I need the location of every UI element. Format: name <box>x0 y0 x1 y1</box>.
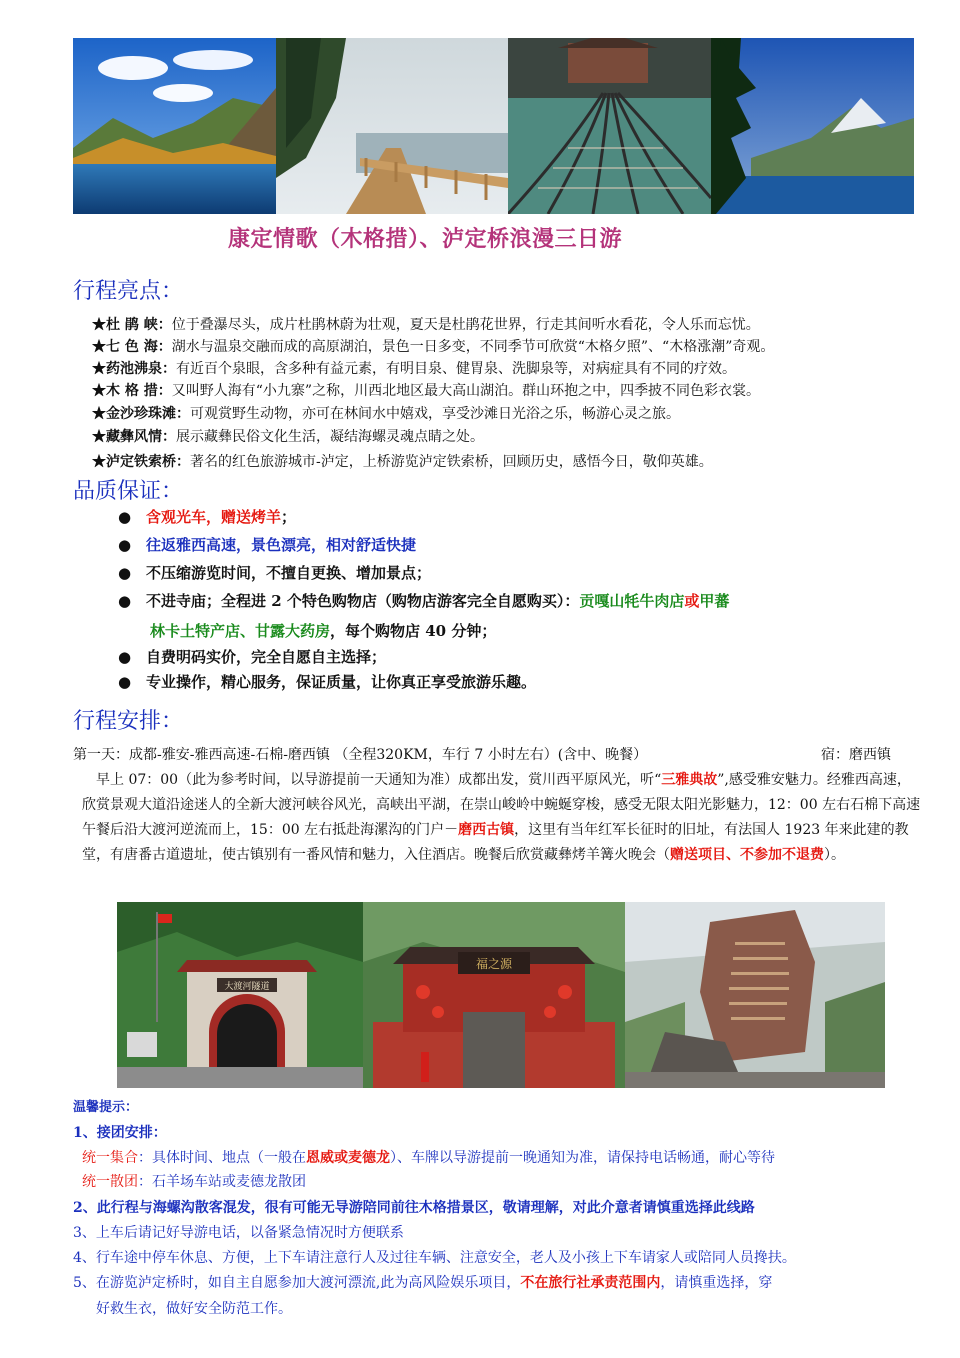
tip-text: 4、行车途中停车休息、方便，上下车请注意行人及过往车辆、注意安全，老人及小孩上下车请家人或陪同人员搀扶。 <box>73 1250 796 1266</box>
section-heading-quality: 品质保证： <box>73 479 184 504</box>
day1-highlight: 三雅典故 <box>661 772 718 788</box>
bullet-icon: ● <box>118 648 132 666</box>
shop-name: 甲蕃 <box>699 592 730 610</box>
tip-text: ）、车牌以导游提前一晚通知为准，请保持电话畅通，耐心等待 <box>390 1150 775 1166</box>
tip-label: 统一集合 <box>82 1150 138 1166</box>
highlight-name: ★泸定铁索桥： <box>92 454 190 470</box>
highlight-name: ★杜 鹃 峡： <box>92 317 172 333</box>
day1-header <box>73 744 891 764</box>
tip-text: 3、上车后请记好导游电话，以备紧急情况时方便联系 <box>73 1225 404 1241</box>
day1-text: ”,感受雅安魅力。经雅西高速，欣赏景观大道沿途迷人的全新大渡河峡谷风光，高峡出平湖，在崇山峻岭中蜿蜒穿梭，感受无限太阳光影魅力，12：00 左右石棉下高速午餐后沿大渡河逆流而上，15：00 左右抵赴海漯沟的门户－ <box>82 772 921 838</box>
highlight-item <box>92 358 736 380</box>
tip-text: 5、在游览泸定桥时，如自主自愿参加大渡河漂流,此为高风险娱乐项目， <box>73 1275 521 1291</box>
quality-item-continued <box>150 617 496 645</box>
gate-sign: 福之源 <box>475 957 513 971</box>
highlight-text: 可观赏野生动物，亦可在林间水中嬉戏，享受沙滩日光浴之乐，畅游心灵之旅。 <box>190 406 680 422</box>
bullet-icon: ● <box>118 536 132 554</box>
highlight-item <box>92 426 484 448</box>
photo-mountain-lake <box>73 38 276 214</box>
quality-text: 不进寺庙；全程进 2 个特色购物店（购物店游客完全自愿购买）： <box>146 592 580 610</box>
photo-monument-stone <box>625 902 885 1088</box>
tip-text: ：石羊场车站或麦德龙散团 <box>138 1174 306 1190</box>
highlight-name: ★藏彝风情： <box>92 429 176 445</box>
day1-highlight: 磨西古镇 <box>458 822 515 838</box>
tip-highlight: 恩威或麦德龙 <box>306 1150 390 1166</box>
boardwalk-image <box>276 38 508 214</box>
quality-item <box>118 668 536 696</box>
tip-subitem <box>82 1170 306 1194</box>
quality-text: 或 <box>684 592 700 610</box>
tunnel-image <box>117 902 363 1088</box>
quality-text: 往返雅西高速，景色漂亮，相对舒适快捷 <box>146 536 417 554</box>
highlight-item <box>92 314 760 336</box>
tip-item <box>73 1121 167 1145</box>
bullet-icon: ● <box>118 564 132 582</box>
tip-text: 好救生衣，做好安全防范工作。 <box>96 1301 292 1317</box>
tip-text: 2、此行程与海螺沟散客混发，很有可能无导游陪同前往木格措景区，敬请理解，对此介意者请慎重选择此线路 <box>73 1200 755 1216</box>
day1-highlight: 赠送项目、不参加不退费 <box>670 847 824 863</box>
quality-text: 含观光车，赠送烤羊 <box>146 508 282 526</box>
quality-item <box>118 643 386 671</box>
bullet-icon: ● <box>118 592 132 610</box>
quality-item <box>118 587 729 615</box>
bullet-icon: ● <box>118 508 132 526</box>
quality-item <box>118 559 431 587</box>
tip-text: 1、接团安排： <box>73 1125 167 1141</box>
highlight-name: ★药池沸泉： <box>92 361 176 377</box>
hero-photo-strip <box>73 38 914 214</box>
tip-item <box>73 1196 755 1220</box>
mountain-lake-image <box>73 38 276 214</box>
highlight-item <box>92 403 680 425</box>
photo-alpine-lake <box>711 38 914 214</box>
highlight-text: 著名的红色旅游城市-泸定，上桥游览泸定铁索桥，回顾历史，感悟今日，敬仰英雄。 <box>190 454 713 470</box>
highlight-item <box>92 451 713 473</box>
monument-image <box>625 902 885 1088</box>
quality-text: ； <box>281 508 297 526</box>
day1-stay: 宿：磨西镇 <box>821 747 891 763</box>
highlight-text: 有近百个泉眼，含多种有益元素，有明目泉、健胃泉、洗脚泉等，对病症具有不同的疗效。 <box>176 361 736 377</box>
highlight-name: ★七 色 海： <box>92 339 172 355</box>
tip-label: 统一散团 <box>82 1174 138 1190</box>
photo-chain-bridge <box>508 38 711 214</box>
quality-item <box>118 531 416 559</box>
tip-item-continued <box>96 1297 292 1321</box>
tips-heading: 温馨提示： <box>73 1100 139 1115</box>
day1-text: 早上 07：00（此为参考时间，以导游提前一天通知为准）成都出发，赏川西平原风光，听“ <box>96 772 662 788</box>
quality-text: 不压缩游览时间，不擅自更换、增加景点； <box>146 564 432 582</box>
alpine-lake-image <box>711 38 914 214</box>
highlight-item <box>92 380 760 402</box>
tunnel-sign: 大渡河隧道 <box>224 982 270 992</box>
quality-text: 专业操作，精心服务，保证质量，让你真正享受旅游乐趣。 <box>146 673 537 691</box>
tip-subitem <box>82 1146 775 1170</box>
highlight-text: 又叫野人海有“小九寨”之称，川西北地区最大高山湖泊。群山环抱之中，四季披不同色彩衣裳。 <box>171 383 761 399</box>
tip-text: ： <box>138 1150 152 1166</box>
photo-tunnel <box>117 902 363 1088</box>
quality-text: ，每个购物店 40 分钟； <box>330 622 497 640</box>
chain-bridge-image <box>508 38 711 214</box>
tip-highlight: 不在旅行社承责范围内 <box>520 1275 661 1291</box>
section-heading-highlights: 行程亮点： <box>73 279 184 304</box>
tip-item <box>73 1271 772 1295</box>
highlight-text: 位于叠瀑尽头，成片杜鹃林蔚为壮观，夏天是杜鹃花世界，行走其间听水看花，令人乐而忘忧。 <box>171 317 760 333</box>
tip-text: ，请慎重选择，穿 <box>660 1275 773 1291</box>
photo-gallery <box>117 902 885 1088</box>
section-heading-itinerary: 行程安排： <box>73 709 184 734</box>
tip-item <box>73 1246 796 1270</box>
day1-text: ）。 <box>824 847 845 863</box>
tip-text: 具体时间、地点（一般在 <box>152 1150 306 1166</box>
day1-text: ，这里有当年红军长征时的旧址，有法国人 1923 年来此建的教堂，有唐番古道遗址，使古镇别有一番风情和魅力，入住酒店。晚餐后欣赏藏彝烤羊篝火晚会（ <box>82 822 909 863</box>
quality-item <box>118 503 296 531</box>
town-gate-image <box>363 902 625 1088</box>
day1-route: 第一天：成都-雅安-雅西高速-石棉-磨西镇 （全程320KM，车行 7 小时左右）(含中、晚餐） <box>73 747 648 763</box>
highlight-text: 湖水与温泉交融而成的高原湖泊，景色一日多变，不同季节可欣赏“木格夕照”、“木格涨潮”奇观。 <box>171 339 775 355</box>
highlight-name: ★木 格 措： <box>92 383 172 399</box>
highlight-name: ★金沙珍珠滩： <box>92 406 190 422</box>
tip-item <box>73 1221 404 1245</box>
page-title: 康定情歌（木格措）、泸定桥浪漫三日游 <box>228 226 623 252</box>
shop-name: 贡嘎山牦牛肉店 <box>579 592 685 610</box>
highlight-text: 展示藏彝民俗文化生活，凝结海螺灵魂点睛之处。 <box>176 429 484 445</box>
photo-boardwalk <box>276 38 508 214</box>
bullet-icon: ● <box>118 673 132 691</box>
photo-town-gate <box>363 902 625 1088</box>
quality-text: 自费明码实价，完全自愿自主选择； <box>146 648 387 666</box>
highlight-item <box>92 336 774 358</box>
day1-description <box>82 768 924 868</box>
shop-name: 林卡土特产店、甘露大药房 <box>150 622 331 640</box>
